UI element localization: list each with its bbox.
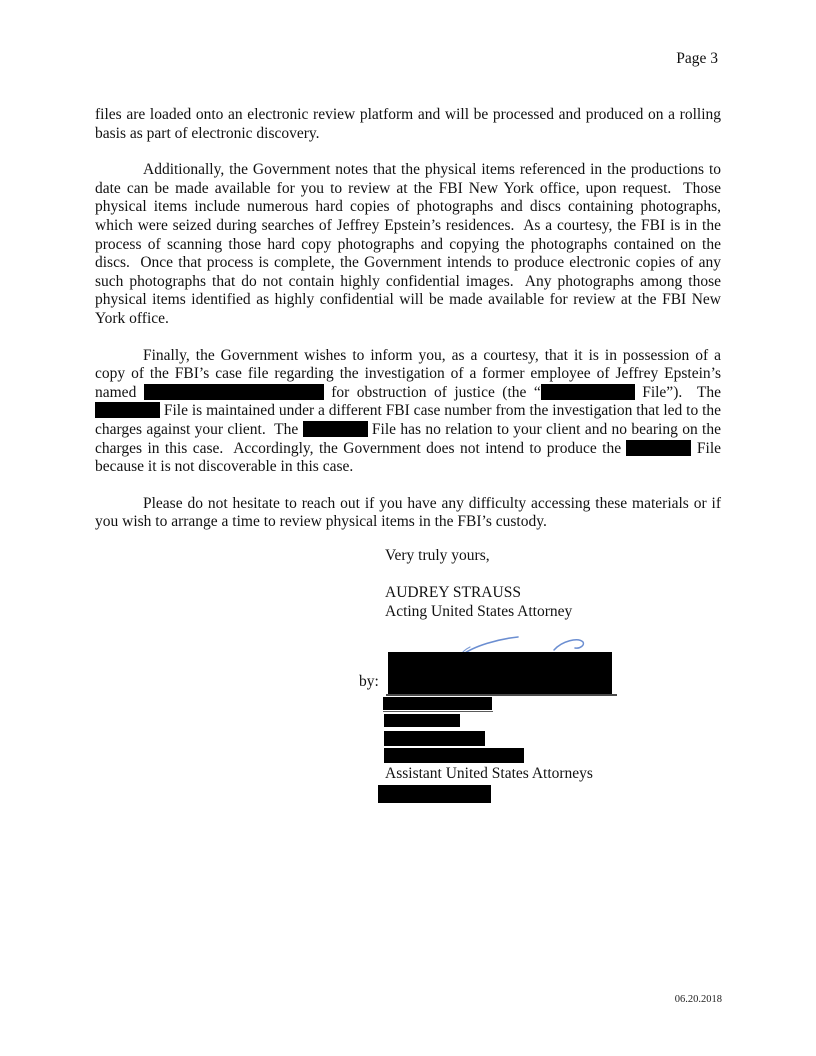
paragraph-rolling-production: files are loaded onto an electronic review platform and will be processed and produced on a rolling basis as part of electronic discovery. [95, 106, 721, 142]
redaction-box-name [144, 384, 324, 400]
redaction-box-file-4 [626, 440, 691, 456]
redaction-box-attorney-5 [378, 785, 491, 803]
signature-line [386, 694, 617, 696]
signer-title: Acting United States Attorney [385, 602, 573, 620]
paragraph-case-file-segment: Finally, the Government wishes to inform you, as a courtesy, that it is in possession of a copy of the FBI’s case file regarding the investigation of a former employee of Jeffrey Epstein’s named [95, 346, 721, 401]
paragraph-case-file-segment: File”). The [634, 383, 721, 401]
by-label: by: [359, 673, 379, 690]
redaction-box-file-1 [541, 384, 635, 400]
letter-body [95, 106, 721, 550]
paragraph-case-file-segment: for obstruction of justice (the “ [323, 383, 541, 401]
attorneys-title: Assistant United States Attorneys [385, 765, 593, 782]
page-number: Page 3 [676, 50, 718, 67]
redaction-box-signature [388, 652, 612, 694]
redaction-box-attorney-2 [384, 714, 460, 727]
paragraph-physical-items: Additionally, the Government notes that the physical items referenced in the productions to date can be made available for you to review at the FBI New York office, upon request. Those physical items include numerous hard copies of photographs and discs containing photographs, which were seized during searches of Jeffrey Epstein’s residences. As a courtesy, the FBI is in the process of scanning those hard copy photographs and copying the photographs contained on the discs. Once that process is complete, the Government intends to produce electronic copies of any such photographs that do not contain highly confidential images. Any photographs among those physical items identified as highly confidential will be made available for review at the FBI New York office. [95, 161, 721, 327]
closing-block [385, 547, 572, 621]
paragraph-case-file-segment: File because it is not discoverable in this case. [95, 439, 722, 476]
redaction-box-attorney-4 [384, 748, 524, 763]
redaction-box-attorney-3 [384, 731, 485, 746]
paragraph-case-file [95, 347, 721, 477]
paragraph-case-file-segment: File is maintained under a different FBI case number from the investigation that led to the charges against your client. The [95, 402, 722, 438]
redaction-box-file-3 [303, 421, 368, 437]
paragraph-case-file-segment: File has no relation to your client and no bearing on the charges in this case. Accordingly, the Government does not intend to produce the [95, 420, 721, 457]
signature-line-2 [383, 711, 493, 712]
paragraph-reach-out: Please do not hesitate to reach out if you have any difficulty accessing these materials or if you wish to arrange a time to review physical items in the FBI’s custody. [95, 494, 721, 531]
redaction-box-file-2 [95, 402, 160, 418]
date-stamp: 06.20.2018 [674, 994, 722, 1005]
redaction-box-attorney-1 [383, 697, 492, 710]
valediction: Very truly yours, [385, 547, 490, 564]
signer-name: AUDREY STRAUSS [385, 584, 521, 602]
